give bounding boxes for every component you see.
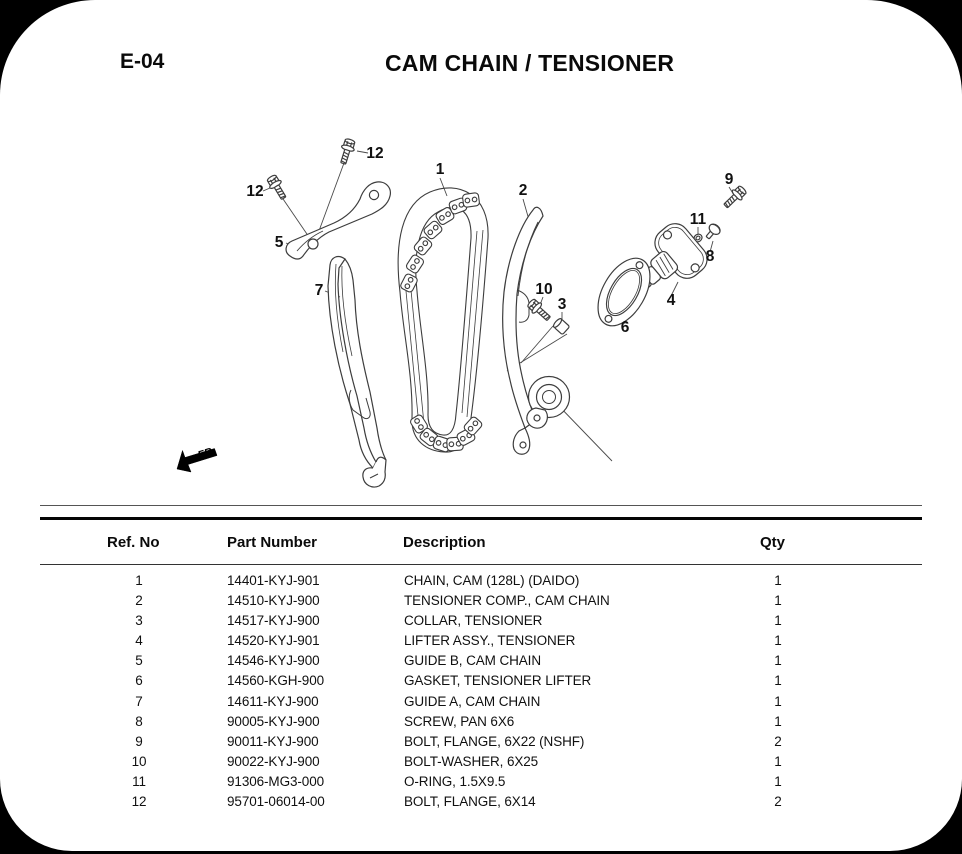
part-label-9: 9 bbox=[724, 171, 734, 188]
col-header-qty: Qty bbox=[760, 534, 786, 551]
cell-part: 14520-KYJ-901 bbox=[227, 633, 320, 649]
cell-qty: 1 bbox=[774, 613, 782, 629]
cell-ref: 2 bbox=[135, 593, 143, 609]
part-3-collar bbox=[552, 317, 570, 334]
table-row bbox=[0, 732, 962, 752]
part-label-5: 5 bbox=[274, 234, 284, 251]
cell-desc: BOLT, FLANGE, 6X14 bbox=[404, 794, 536, 810]
cell-qty: 2 bbox=[774, 794, 782, 810]
part-label-12: 12 bbox=[246, 183, 264, 200]
part-12-bolt bbox=[265, 173, 289, 201]
cell-ref: 8 bbox=[135, 713, 143, 729]
cell-part: 14546-KYJ-900 bbox=[227, 653, 320, 669]
part-5-guide-b bbox=[286, 182, 390, 259]
table-row bbox=[0, 752, 962, 772]
cell-qty: 1 bbox=[774, 653, 782, 669]
fr-label: FR. bbox=[196, 445, 217, 462]
cell-qty: 1 bbox=[774, 693, 782, 709]
cell-desc: LIFTER ASSY., TENSIONER bbox=[404, 633, 576, 649]
cell-ref: 11 bbox=[132, 773, 146, 789]
table-row bbox=[0, 712, 962, 732]
cell-desc: CHAIN, CAM (128L) (DAIDO) bbox=[404, 573, 580, 588]
part-1-cam-chain bbox=[398, 188, 488, 453]
cell-desc: COLLAR, TENSIONER bbox=[404, 613, 543, 629]
cell-desc: SCREW, PAN 6X6 bbox=[404, 713, 515, 729]
fr-direction-arrow bbox=[177, 445, 217, 472]
part-label-4: 4 bbox=[666, 292, 676, 309]
cell-desc: BOLT-WASHER, 6X25 bbox=[404, 753, 539, 769]
cell-part: 90005-KYJ-900 bbox=[227, 713, 320, 729]
cell-desc: GUIDE A, CAM CHAIN bbox=[404, 693, 541, 709]
table-row bbox=[0, 651, 962, 671]
table-row bbox=[0, 692, 962, 712]
part-10-bolt-washer bbox=[526, 297, 553, 323]
cell-ref: 12 bbox=[131, 794, 147, 810]
cell-part: 14611-KYJ-900 bbox=[227, 693, 319, 709]
cell-part: 14560-KGH-900 bbox=[227, 673, 325, 689]
page-title: CAM CHAIN / TENSIONER bbox=[385, 50, 675, 76]
col-header-ref: Ref. No bbox=[107, 534, 160, 551]
cell-qty: 1 bbox=[774, 713, 782, 729]
cell-qty: 1 bbox=[774, 773, 782, 789]
cell-desc: GUIDE B, CAM CHAIN bbox=[404, 653, 541, 669]
part-7-guide-a bbox=[328, 257, 386, 487]
cell-ref: 1 bbox=[135, 573, 143, 588]
col-header-desc: Description bbox=[403, 534, 486, 551]
table-row bbox=[0, 792, 962, 812]
table-row bbox=[0, 571, 962, 591]
cell-part: 14517-KYJ-900 bbox=[227, 613, 320, 629]
cell-ref: 6 bbox=[135, 673, 143, 689]
cell-desc: BOLT, FLANGE, 6X22 (NSHF) bbox=[404, 733, 585, 749]
cell-part: 90022-KYJ-900 bbox=[227, 753, 320, 769]
table-row bbox=[0, 591, 962, 611]
cell-ref: 3 bbox=[135, 613, 143, 629]
table-header-rule bbox=[40, 564, 922, 565]
part-label-3: 3 bbox=[557, 296, 567, 313]
cell-qty: 1 bbox=[774, 633, 782, 649]
part-12-bolt bbox=[337, 138, 357, 166]
table-row bbox=[0, 671, 962, 691]
cell-ref: 10 bbox=[131, 753, 147, 769]
col-header-part: Part Number bbox=[227, 534, 318, 551]
cell-part: 90011-KYJ-900 bbox=[227, 733, 319, 749]
part-label-7: 7 bbox=[314, 282, 324, 299]
cell-qty: 1 bbox=[774, 573, 782, 588]
table-row bbox=[0, 631, 962, 651]
cell-part: 95701-06014-00 bbox=[227, 794, 325, 810]
part-label-11: 11 bbox=[689, 211, 707, 228]
part-label-1: 1 bbox=[435, 161, 445, 178]
cell-qty: 1 bbox=[774, 673, 782, 689]
cell-ref: 4 bbox=[135, 633, 143, 649]
section-code: E-04 bbox=[120, 50, 165, 73]
part-label-8: 8 bbox=[705, 248, 715, 265]
part-label-12: 12 bbox=[366, 145, 384, 162]
cell-qty: 2 bbox=[774, 733, 782, 749]
cell-qty: 1 bbox=[774, 753, 782, 769]
cell-part: 14510-KYJ-900 bbox=[227, 593, 320, 609]
parts-table-rows bbox=[0, 571, 962, 812]
cell-ref: 9 bbox=[135, 733, 143, 749]
table-row bbox=[0, 611, 962, 631]
table-row bbox=[0, 772, 962, 792]
part-label-2: 2 bbox=[518, 182, 528, 199]
cell-part: 91306-MG3-000 bbox=[227, 773, 325, 789]
cell-desc: GASKET, TENSIONER LIFTER bbox=[404, 673, 592, 689]
cell-part: 14401-KYJ-901 bbox=[227, 573, 320, 588]
part-label-10: 10 bbox=[535, 281, 553, 298]
part-label-6: 6 bbox=[620, 319, 630, 336]
cell-ref: 5 bbox=[135, 653, 143, 669]
cell-qty: 1 bbox=[774, 593, 782, 609]
cell-desc: TENSIONER COMP., CAM CHAIN bbox=[404, 593, 610, 609]
table-thick-rule bbox=[40, 517, 922, 520]
table-top-rule bbox=[40, 505, 922, 506]
cell-ref: 7 bbox=[135, 693, 143, 709]
cell-desc: O-RING, 1.5X9.5 bbox=[404, 773, 506, 789]
